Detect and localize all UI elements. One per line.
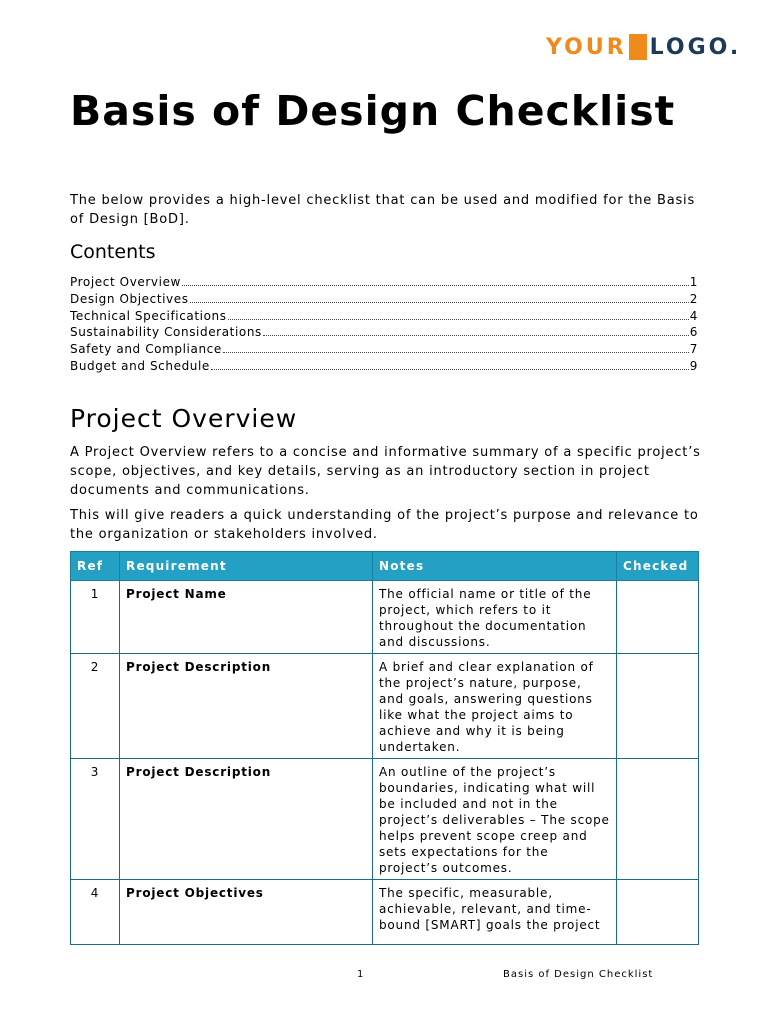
company-logo — [546, 34, 741, 60]
document-title: Basis of Design Checklist — [70, 87, 676, 135]
toc-item-design-objectives[interactable] — [70, 291, 698, 308]
header-notes: Notes — [373, 552, 617, 581]
cell-ref: 3 — [71, 759, 120, 880]
cell-notes-text: The specific, measurable, achievable, relevant, and time-bound [SMART] goals the project — [379, 886, 601, 932]
checklist-table — [70, 551, 699, 945]
toc-item-label: Budget and Schedule — [70, 358, 210, 373]
table-row — [71, 759, 699, 880]
cell-checked[interactable] — [617, 759, 699, 880]
toc-item-page: 4 — [689, 308, 698, 323]
overview-paragraph-2: This will give readers a quick understanding of the project’s purpose and relevance to the organization or stakeholders involved. — [70, 508, 699, 542]
cell-notes — [373, 880, 617, 945]
toc-leader — [190, 301, 689, 303]
toc-leader — [228, 318, 689, 320]
toc-item-page: 2 — [689, 291, 698, 306]
header-ref: Ref — [71, 552, 120, 581]
cell-ref: 2 — [71, 654, 120, 759]
toc-item-safety-compliance[interactable] — [70, 341, 698, 358]
header-requirement: Requirement — [120, 552, 373, 581]
cell-requirement: Project Description — [120, 759, 373, 880]
toc-leader — [211, 368, 689, 370]
logo-square-icon — [629, 34, 647, 60]
toc-item-budget-schedule[interactable] — [70, 358, 698, 375]
section-heading-project-overview: Project Overview — [70, 404, 298, 433]
cell-notes: The official name or title of the project, which refers to it throughout the documentation and discussions. — [373, 581, 617, 654]
toc-item-sustainability-considerations[interactable] — [70, 324, 698, 341]
toc-item-page: 1 — [689, 275, 698, 289]
cell-ref: 1 — [71, 581, 120, 654]
cell-notes: An outline of the project’s boundaries, indicating what will be included and not in the project’s deliverables – The scope helps prevent scope creep and sets expectations for the project’s outcomes. — [373, 759, 617, 880]
header-checked: Checked — [617, 552, 699, 581]
toc-item-label: Project Overview — [70, 275, 181, 289]
toc-item-project-overview[interactable] — [70, 274, 698, 291]
table-header-row — [71, 552, 699, 581]
table-row — [71, 581, 699, 654]
footer-page-number: 1 — [357, 969, 365, 980]
cell-requirement: Project Name — [120, 581, 373, 654]
table-row — [71, 654, 699, 759]
toc-item-label: Technical Specifications — [70, 308, 227, 323]
footer-document-title: Basis of Design Checklist — [503, 969, 654, 980]
intro-paragraph: The below provides a high-level checklist that can be used and modified for the Basis of Design [BoD]. — [70, 193, 696, 227]
cell-notes: A brief and clear explanation of the project’s nature, purpose, and goals, answering questions like what the project aims to achieve and why it is being undertaken. — [373, 654, 617, 759]
contents-heading: Contents — [70, 241, 156, 263]
cell-checked[interactable] — [617, 654, 699, 759]
toc-item-label: Safety and Compliance — [70, 342, 222, 357]
toc-item-page: 7 — [689, 342, 698, 357]
logo-text-your: YOUR — [546, 34, 627, 60]
toc-leader — [182, 284, 689, 286]
cell-requirement: Project Objectives — [120, 880, 373, 945]
toc-item-label: Design Objectives — [70, 291, 189, 306]
cell-requirement: Project Description — [120, 654, 373, 759]
toc-item-page: 6 — [689, 325, 698, 340]
toc-item-label: Sustainability Considerations — [70, 325, 262, 340]
toc-leader — [263, 334, 689, 336]
toc-leader — [223, 351, 689, 353]
cell-ref: 4 — [71, 880, 120, 945]
toc-item-page: 9 — [689, 358, 698, 373]
logo-text-logo: LOGO. — [649, 34, 742, 60]
table-row — [71, 880, 699, 945]
cell-checked[interactable] — [617, 581, 699, 654]
cell-checked[interactable] — [617, 880, 699, 945]
toc-item-technical-specifications[interactable] — [70, 308, 698, 325]
overview-paragraph-1: A Project Overview refers to a concise and informative summary of a specific project’s scope, objectives, and key details, serving as an introductory section in project documents and communications. — [70, 445, 701, 498]
table-of-contents — [70, 274, 698, 375]
